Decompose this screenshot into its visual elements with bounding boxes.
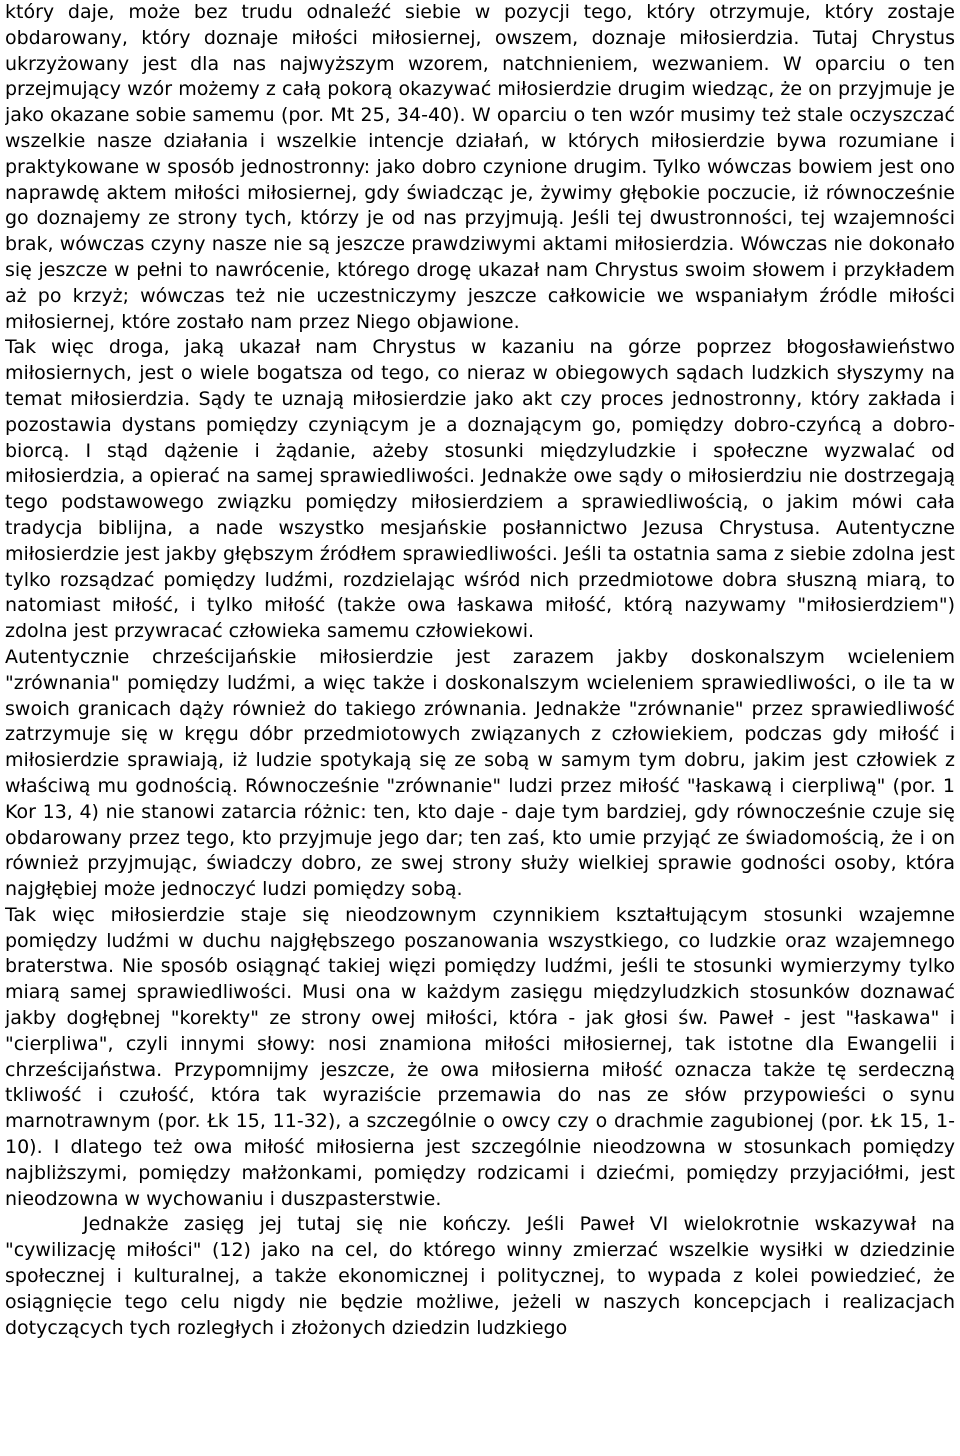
document-page (5, 0, 955, 1456)
paragraph-4: Tak więc miłosierdzie staje się nieodzownym czynnikiem kształtującym stosunki wzajemne pomiędzy ludźmi w duchu najgłębszego poszanowania wszystkiego, co ludzkie oraz wzajemnego braterstwa. Nie sposób osiągnąć takiej więzi pomiędzy ludźmi, jeśli te stosunki wymierzymy tylko miarą samej sprawiedliwości. Musi ona w każdym zasięgu międzyludzkich stosunków doznawać jakby dogłębnej "korekty" ze strony owej miłości, która - jak głosi św. Paweł - jest "łaskawa" i "cierpliwa", czyli innymi słowy: nosi znamiona miłości miłosiernej, tak istotne dla Ewangelii i chrześcijaństwa. Przypomnijmy jeszcze, że owa miłosierna miłość oznacza także tę serdeczną tkliwość i czułość, która tak wyraziście przemawia do nas ze słów przypowieści o synu marnotrawnym (por. Łk 15, 11-32), a szczególnie o owcy czy o drachmie zagubionej (por. Łk 15, 1-10). I dlatego też owa miłość miłosierna jest szczególnie nieodzowna w stosunkach pomiędzy najbliższymi, pomiędzy małżonkami, pomiędzy rodzicami i dziećmi, pomiędzy przyjaciółmi, jest nieodzowna w wychowaniu i duszpasterstwie. (5, 903, 955, 1210)
paragraph-5: Jednakże zasięg jej tutaj się nie kończy. Jeśli Paweł VI wielokrotnie wskazywał na "cywilizację miłości" (12) jako na cel, do którego winny zmierzać wszelkie wysiłki w dziedzinie społecznej i kulturalnej, a także ekonomicznej i politycznej, to wypada z kolei powiedzieć, że osiągnięcie tego celu nigdy nie będzie możliwe, jeżeli w naszych koncepcjach i realizacjach dotyczących tych rozległych i złożonych dziedzin ludzkiego (5, 1213, 955, 1339)
paragraph-1: który daje, może bez trudu odnaleźć siebie w pozycji tego, który otrzymuje, który zostaje obdarowany, który doznaje miłości miłosiernej, owszem, doznaje miłosierdzia. Tutaj Chrystus ukrzyżowany jest dla nas najwyższym wzorem, natchnieniem, wezwaniem. W oparciu o ten przejmujący wzór możemy z całą pokorą okazywać miłosierdzie drugim wiedząc, że on przyjmuje je jako okazane sobie samemu (por. Mt 25, 34-40). W oparciu o ten wzór musimy też stale oczyszczać wszelkie nasze działania i wszelkie intencje działań, w których miłosierdzie bywa rozumiane i praktykowane w sposób jednostronny: jako dobro czynione drugim. Tylko wówczas bowiem jest ono naprawdę aktem miłości miłosiernej, gdy świadcząc je, żywimy głębokie poczucie, iż równocześnie go doznajemy ze strony tych, którzy je od nas przyjmują. Jeśli tej dwustronności, tej wzajemności brak, wówczas czyny nasze nie są jeszcze prawdziwymi aktami miłosierdzia. Wówczas nie dokonało się jeszcze w pełni to nawrócenie, którego drogę ukazał nam Chrystus swoim słowem i przykładem aż po krzyż; wówczas też nie uczestniczymy jeszcze całkowicie we wspaniałym źródle miłości miłosiernej, które zostało nam przez Niego objawione. (5, 1, 955, 333)
paragraph-2: Tak więc droga, jaką ukazał nam Chrystus w kazaniu na górze poprzez błogosławieństwo miłosiernych, jest o wiele bogatsza od tego, co nieraz w obiegowych sądach ludzkich słyszymy na temat miłosierdzia. Sądy te uznają miłosierdzie jako akt czy proces jednostronny, który zakłada i pozostawia dystans pomiędzy czyniącym je a doznającym go, pomiędzy dobro-czyńcą a dobro-biorcą. I stąd dążenie i żądanie, ażeby stosunki międzyludzkie i społeczne wyzwalać od miłosierdzia, a opierać na samej sprawiedliwości. Jednakże owe sądy o miłosierdziu nie dostrzegają tego podstawowego związku pomiędzy miłosierdziem a sprawiedliwością, o jakim mówi cała tradycja biblijna, a nade wszystko mesjańskie posłannictwo Jezusa Chrystusa. Autentyczne miłosierdzie jest jakby głębszym źródłem sprawiedliwości. Jeśli ta ostatnia sama z siebie zdolna jest tylko rozsądzać pomiędzy ludźmi, rozdzielając wśród nich przedmiotowe dobra słuszną miarą, to natomiast miłość, i tylko miłość (także owa łaskawa miłość, którą nazywamy "miłosierdziem") zdolna jest przywracać człowieka samemu człowiekowi. (5, 336, 955, 643)
paragraph-3: Autentycznie chrześcijańskie miłosierdzie jest zarazem jakby doskonalszym wcieleniem "zrównania" pomiędzy ludźmi, a więc także i doskonalszym wcieleniem sprawiedliwości, o ile ta w swoich granicach dąży również do takiego zrównania. Jednakże "zrównanie" przez sprawiedliwość zatrzymuje się w kręgu dóbr przedmiotowych związanych z człowiekiem, podczas gdy miłość i miłosierdzie sprawiają, iż ludzie spotykają się ze sobą w samym tym dobru, jakim jest człowiek z właściwą mu godnością. Równocześnie "zrównanie" ludzi przez miłość "łaskawą i cierpliwą" (por. 1 Kor 13, 4) nie stanowi zatarcia różnic: ten, kto daje - daje tym bardziej, gdy równocześnie czuje się obdarowany przez tego, kto przyjmuje jego dar; ten zaś, kto umie przyjąć ze świadomością, że i on również przyjmując, świadczy dobro, ze swej strony służy wielkiej sprawie godności osoby, która najgłębiej może jednoczyć ludzi pomiędzy sobą. (5, 645, 955, 901)
